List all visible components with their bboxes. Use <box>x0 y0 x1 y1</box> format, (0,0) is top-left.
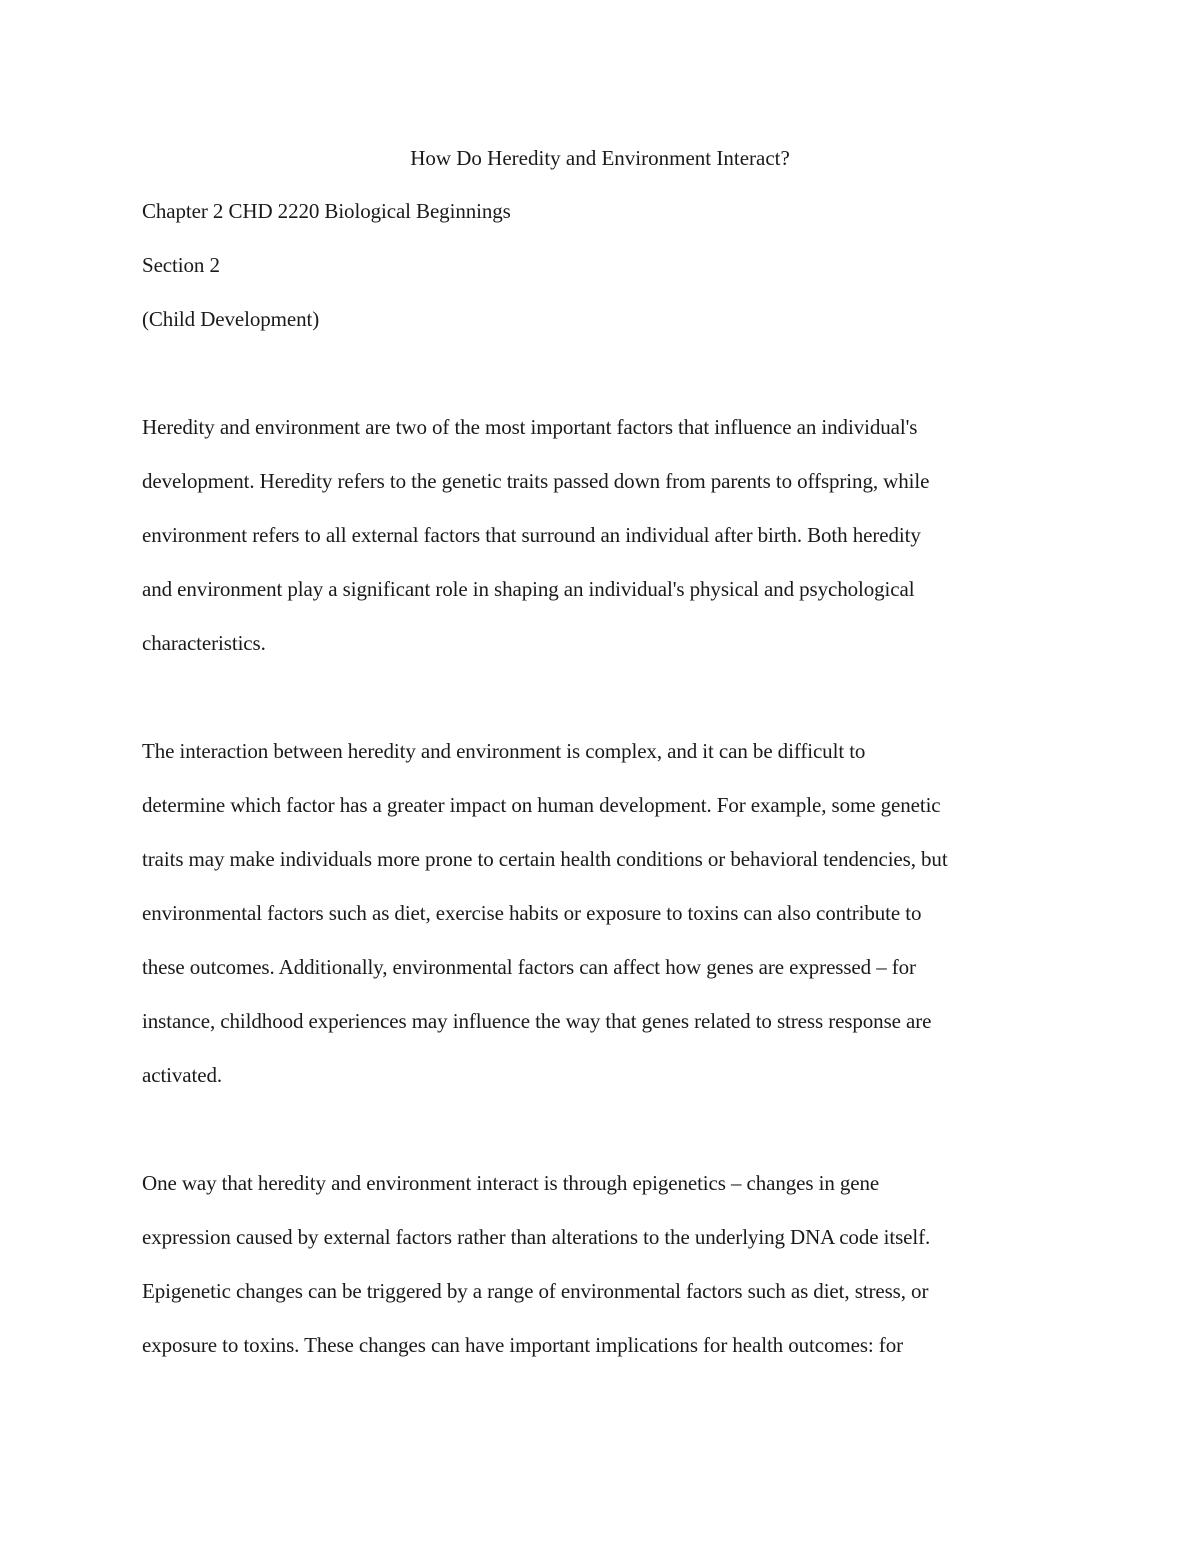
paragraph-line: instance, childhood experiences may influence the way that genes related to stress response are <box>142 1009 932 1033</box>
header-line-subject: (Child Development) <box>142 307 320 331</box>
paragraph-line: Epigenetic changes can be triggered by a range of environmental factors such as diet, stress, or <box>142 1279 929 1303</box>
paragraph-line: The interaction between heredity and environment is complex, and it can be difficult to <box>142 739 866 763</box>
document-title: How Do Heredity and Environment Interact? <box>410 146 790 170</box>
header-line-section: Section 2 <box>142 253 220 277</box>
paragraph-line: traits may make individuals more prone to certain health conditions or behavioral tendencies, but <box>142 847 948 871</box>
paragraph-line: characteristics. <box>142 631 266 655</box>
paragraph-line: environmental factors such as diet, exercise habits or exposure to toxins can also contribute to <box>142 901 922 925</box>
paragraph-line: exposure to toxins. These changes can have important implications for health outcomes: for <box>142 1333 903 1357</box>
header-line-course: Chapter 2 CHD 2220 Biological Beginnings <box>142 199 511 223</box>
paragraph-line: development. Heredity refers to the genetic traits passed down from parents to offspring, while <box>142 469 930 493</box>
paragraph-line: expression caused by external factors rather than alterations to the underlying DNA code itself. <box>142 1225 931 1249</box>
paragraph-line: environment refers to all external factors that surround an individual after birth. Both heredity <box>142 523 921 547</box>
paragraph-line: Heredity and environment are two of the most important factors that influence an individual's <box>142 415 918 439</box>
paragraph-line: these outcomes. Additionally, environmental factors can affect how genes are expressed – for <box>142 955 916 979</box>
paragraph-line: One way that heredity and environment interact is through epigenetics – changes in gene <box>142 1171 880 1195</box>
paragraph-line: determine which factor has a greater impact on human development. For example, some genetic <box>142 793 941 817</box>
paragraph-line: and environment play a significant role in shaping an individual's physical and psychological <box>142 577 915 601</box>
paragraph-line: activated. <box>142 1063 223 1087</box>
